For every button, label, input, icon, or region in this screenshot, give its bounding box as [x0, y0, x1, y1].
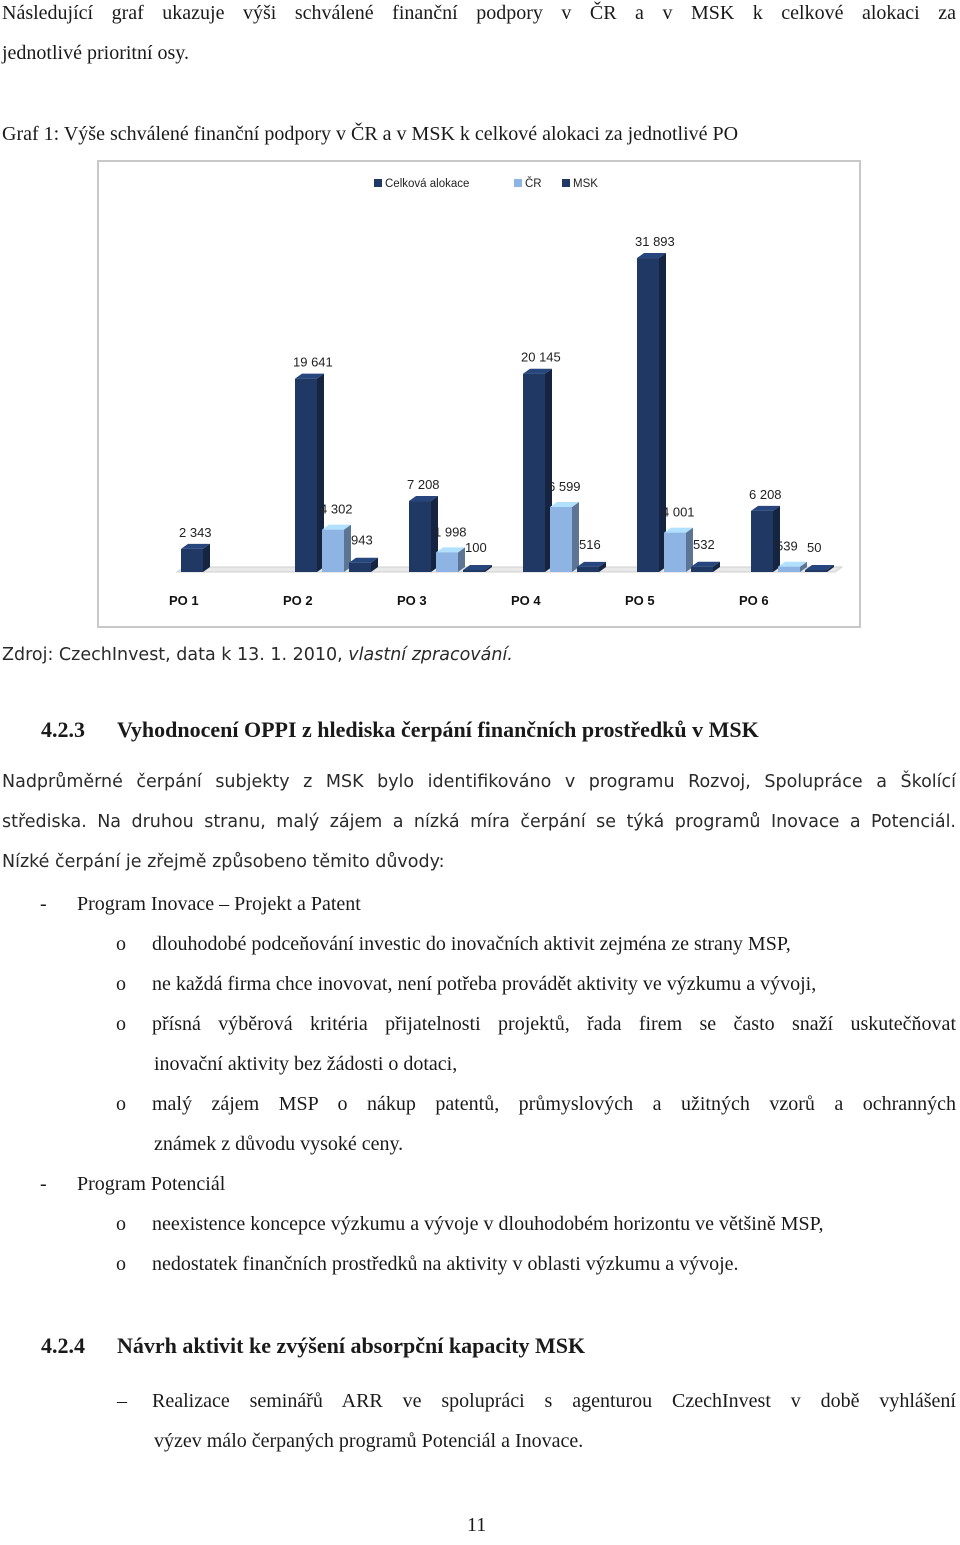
data-label-4-0: 31 893	[635, 234, 675, 250]
bar-side-4-1	[686, 528, 693, 572]
dash-marker: -	[40, 1173, 47, 1195]
bar-5-2	[805, 570, 827, 572]
intro-line-1: Následující graf ukazuje výši schválené finanční podpory v ČR a v MSK k celkové alokaci za	[2, 2, 956, 24]
chart-frame	[97, 160, 861, 628]
data-label-1-2: 943	[351, 532, 373, 548]
bar-2-2	[463, 570, 485, 572]
bar-2-1	[436, 552, 458, 572]
bar-4-2	[691, 567, 713, 572]
chart-floor	[177, 567, 842, 572]
data-label-5-2: 50	[807, 540, 822, 555]
intro-line-2: jednotlivé prioritní osy.	[2, 42, 190, 64]
bar-3-0	[523, 374, 545, 572]
chart-caption: Graf 1: Výše schválené finanční podpory v ČR a v MSK k celkové alokaci za jednotlivé PO	[2, 123, 739, 145]
circle-bullet: o	[116, 1213, 126, 1235]
section-423-para-line-3: Nízké čerpání je zřejmě způsobeno těmito důvody:	[2, 852, 445, 872]
source-note	[2, 645, 513, 665]
circle-bullet: o	[116, 933, 126, 955]
data-label-0-0: 2 343	[179, 524, 212, 540]
legend-label-1: ČR	[525, 178, 542, 190]
bar-1-0	[295, 379, 317, 572]
bar-2-0	[409, 501, 431, 572]
circle-bullet: o	[116, 1013, 126, 1035]
data-label-4-1: 4 001	[662, 504, 695, 520]
bar-5-0	[751, 511, 773, 572]
bar-3-1	[550, 507, 572, 572]
source-italic: vlastní zpracování.	[348, 645, 513, 665]
category-label-1: PO 2	[283, 593, 313, 608]
section-424-title: Návrh aktivit ke zvýšení absorpční kapacity MSK	[117, 1333, 586, 1358]
group-inovace-title: Program Inovace – Projekt a Patent	[77, 893, 361, 915]
inovace-item-3-line-1: přísná výběrová kritéria přijatelnosti projektů, řada firem se často snaží uskutečňovat	[152, 1013, 956, 1035]
data-label-5-1: 539	[776, 538, 798, 554]
proposal-item-1-line-2: výzev málo čerpaných programů Potenciál a Inovace.	[154, 1430, 584, 1452]
inovace-item-4-line-2: známek z důvodu vysoké ceny.	[154, 1133, 404, 1155]
proposal-item-1-line-1: Realizace seminářů ARR ve spolupráci s agenturou CzechInvest v době vyhlášení	[152, 1390, 956, 1412]
bar-5-1	[778, 567, 800, 572]
dash-marker: -	[40, 893, 47, 915]
circle-bullet: o	[116, 973, 126, 995]
section-423-para-line-1: Nadprůměrné čerpání subjekty z MSK bylo identifikováno v programu Rozvoj, Spolupráce a Školící	[2, 772, 956, 792]
data-label-1-0: 19 641	[293, 354, 333, 370]
legend-label-0: Celková alokace	[385, 178, 470, 190]
bar-1-2	[349, 563, 371, 572]
data-label-3-0: 20 145	[521, 349, 561, 365]
legend-label-2: MSK	[573, 178, 598, 190]
bar-side-3-1	[572, 502, 579, 572]
inovace-item-1: dlouhodobé podceňování investic do inovačních aktivit zejména ze strany MSP,	[152, 933, 791, 955]
bar-4-0	[637, 258, 659, 572]
dash-marker: –	[117, 1390, 127, 1412]
bar-side-4-0	[659, 253, 666, 572]
bar-chart	[99, 162, 859, 626]
section-423-para-line-2: střediska. Na druhou stranu, malý zájem a nízká míra čerpání se týká programů Inovace a Potenciál.	[2, 812, 956, 832]
data-label-2-1: 1 998	[434, 524, 467, 540]
group-potencial-title: Program Potenciál	[77, 1173, 226, 1195]
circle-bullet: o	[116, 1253, 126, 1275]
potencial-item-1: neexistence koncepce výzkumu a vývoje v dlouhodobém horizontu ve většině MSP,	[152, 1213, 824, 1235]
page-number: 11	[467, 1514, 487, 1536]
category-label-5: PO 6	[739, 593, 769, 608]
inovace-item-4-line-1: malý zájem MSP o nákup patentů, průmyslových a užitných vzorů a ochranných	[152, 1093, 956, 1115]
bar-3-2	[577, 567, 599, 572]
category-label-0: PO 1	[169, 593, 199, 608]
data-label-4-2: 532	[693, 536, 715, 552]
data-label-5-0: 6 208	[749, 486, 782, 502]
bar-0-0	[181, 549, 203, 572]
legend-swatch-1	[514, 179, 522, 187]
circle-bullet: o	[116, 1093, 126, 1115]
section-423-title: Vyhodnocení OPPI z hlediska čerpání finančních prostředků v MSK	[117, 717, 759, 742]
inovace-item-2: ne každá firma chce inovovat, není potřeba provádět aktivity ve výzkumu a vývoji,	[152, 973, 817, 995]
potencial-item-2: nedostatek finančních prostředků na aktivity v oblasti výzkumu a vývoje.	[152, 1253, 739, 1275]
bar-4-1	[664, 533, 686, 572]
data-label-2-0: 7 208	[407, 477, 440, 493]
category-label-4: PO 5	[625, 593, 655, 608]
category-label-3: PO 4	[511, 593, 541, 608]
data-label-2-2: 100	[465, 540, 487, 555]
source-prefix: Zdroj: CzechInvest, data k 13. 1. 2010,	[2, 645, 349, 665]
legend-swatch-0	[374, 179, 382, 187]
legend-swatch-2	[562, 179, 570, 187]
bar-1-1	[322, 530, 344, 572]
section-424-number: 4.2.4	[41, 1333, 85, 1358]
inovace-item-3-line-2: inovační aktivity bez žádosti o dotaci,	[154, 1053, 458, 1075]
data-label-3-1: 6 599	[548, 479, 581, 495]
section-423-number: 4.2.3	[41, 717, 85, 742]
category-label-2: PO 3	[397, 593, 427, 608]
data-label-3-2: 516	[579, 536, 601, 552]
data-label-1-1: 4 302	[320, 501, 353, 517]
